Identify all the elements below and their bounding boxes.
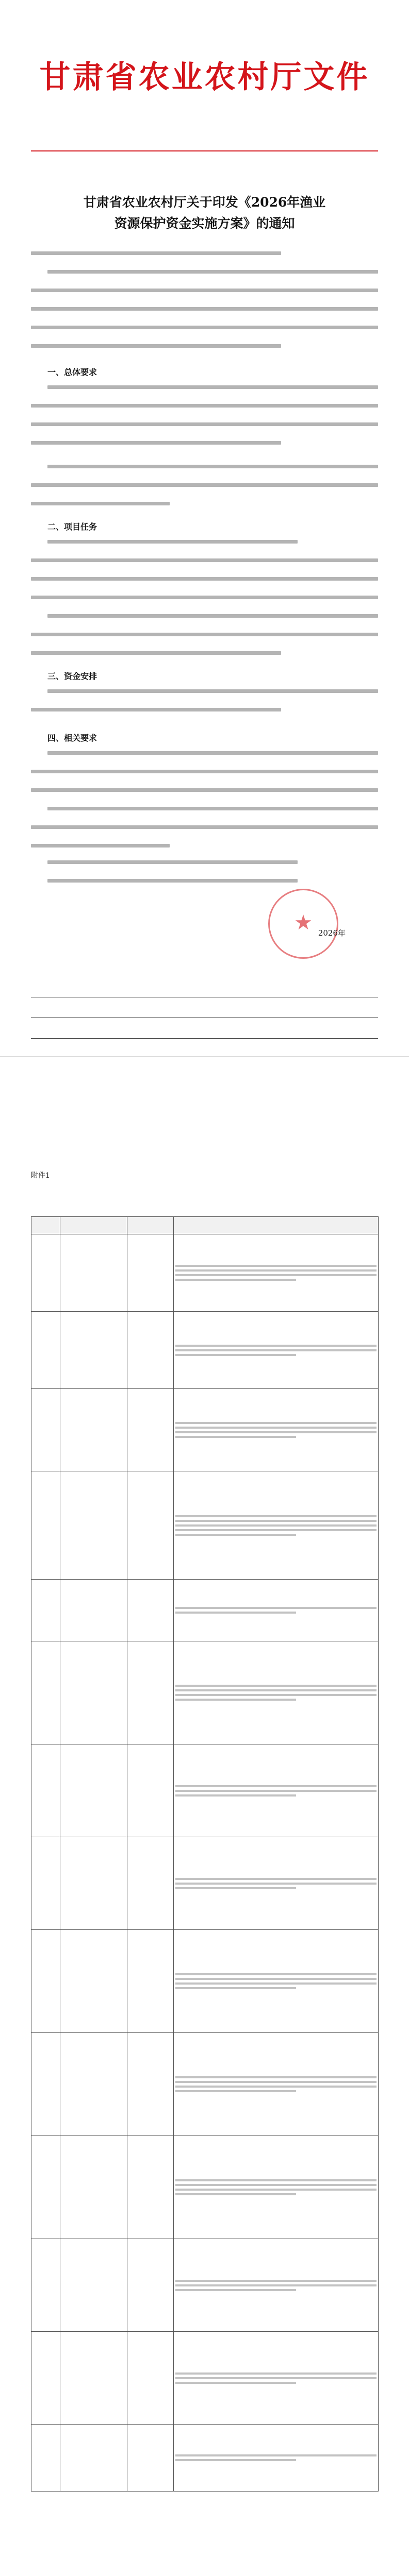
section-heading-1: 一、总体要求 bbox=[47, 367, 97, 377]
section-1-body-cont bbox=[31, 465, 378, 520]
section-3-body bbox=[31, 689, 378, 726]
table-row bbox=[31, 2033, 379, 2136]
footer-rule-bottom bbox=[31, 1038, 378, 1039]
section-heading-3: 三、资金安排 bbox=[47, 671, 97, 681]
table-row bbox=[31, 1234, 379, 1312]
table-row bbox=[31, 1580, 379, 1641]
table-header-cell bbox=[31, 1217, 60, 1234]
table-header-cell bbox=[60, 1217, 127, 1234]
table-header-row bbox=[31, 1217, 379, 1234]
table-row bbox=[31, 1837, 379, 1930]
table-header-cell bbox=[174, 1217, 379, 1234]
notice-title-line1: 甘肃省农业农村厅关于印发《2026年渔业 bbox=[83, 195, 326, 210]
org-header-title: 甘肃省农业农村厅文件 bbox=[39, 59, 370, 95]
notice-page bbox=[0, 0, 409, 1056]
attachment-1-page bbox=[0, 1056, 409, 2576]
attachment-list bbox=[31, 860, 378, 897]
table-row bbox=[31, 1641, 379, 1744]
attachment-1-label: 附件1 bbox=[31, 1172, 50, 1180]
table-row bbox=[31, 1744, 379, 1837]
table-row bbox=[31, 1312, 379, 1389]
section-4-body bbox=[31, 751, 378, 862]
table-row bbox=[31, 1471, 379, 1580]
table-row bbox=[31, 2239, 379, 2332]
table-row bbox=[31, 2425, 379, 2492]
table-header-cell bbox=[127, 1217, 174, 1234]
section-heading-2: 二、项目任务 bbox=[47, 522, 97, 532]
table-row bbox=[31, 2136, 379, 2239]
signature-date: 2026年 bbox=[318, 928, 346, 938]
table-row bbox=[31, 2332, 379, 2425]
intro-paragraph bbox=[31, 251, 378, 363]
section-2-body bbox=[31, 540, 378, 670]
notice-title bbox=[52, 192, 357, 234]
table-row bbox=[31, 1930, 379, 2033]
header-red-rule bbox=[31, 150, 378, 151]
seal-star-icon: ★ bbox=[294, 911, 313, 935]
official-seal bbox=[268, 889, 338, 959]
table-row bbox=[31, 1389, 379, 1471]
notice-title-line2: 资源保护资金实施方案》的通知 bbox=[114, 216, 295, 231]
section-1-body bbox=[31, 385, 378, 460]
attachment-1-table bbox=[31, 1216, 379, 2492]
section-heading-4: 四、相关要求 bbox=[47, 733, 97, 743]
